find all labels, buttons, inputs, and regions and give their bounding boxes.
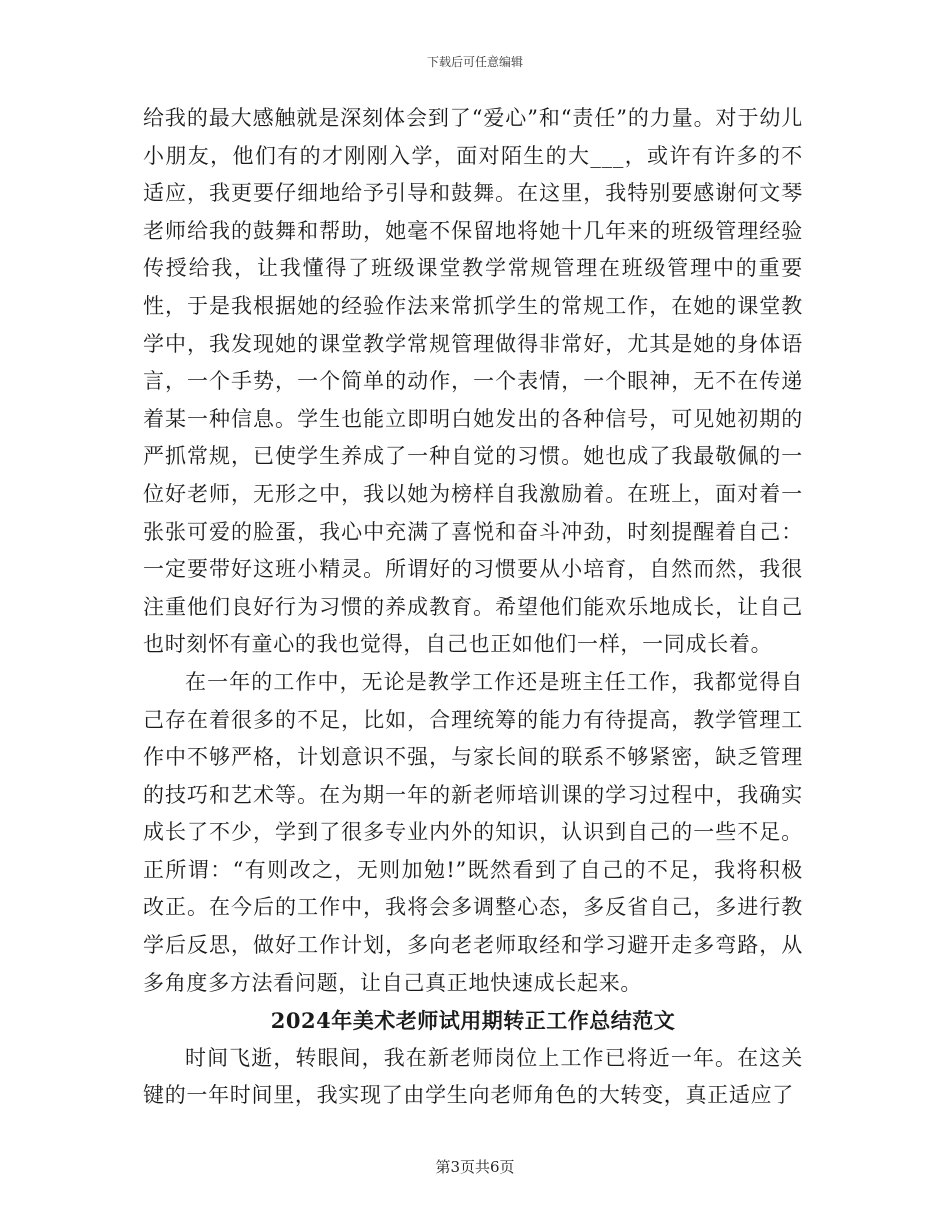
section-title: 2024年美术老师试用期转正工作总结范文 (270, 1008, 676, 1034)
body-paragraph-2: 在一年的工作中，无论是教学工作还是班主任工作，我都觉得自己存在着很多的不足，比如，合理统筹的能力有待提高，教学管理工作中不够严格，计划意识不强，与家长间的联系不够紧密，缺乏管理的技巧和艺术等。在为期一年的新老师培训课的学习过程中，我确实成长了不少，学到了很多专业内外的知识，认识到自己的一些不足。正所谓：“有则改之，无则加勉!”既然看到了自己的不足，我将积极改正。在今后的工作中，我将会多调整心态，多反省自己，多进行教学后反思，做好工作计划，多向老老师取经和学习避开走多弯路，从多角度多方法看问题，让自己真正地快速成长起来。 (143, 669, 803, 995)
body-paragraph-1: 给我的最大感触就是深刻体会到了“爱心”和“责任”的力量。对于幼儿小朋友，他们有的才刚刚入学，面对陌生的大___，或许有许多的不适应，我更要仔细地给予引导和鼓舞。在这里，我特别要感谢何文琴老师给我的鼓舞和帮助，她毫不保留地将她十几年来的班级管理经验传授给我，让我懂得了班级课堂教学常规管理在班级管理中的重要性，于是我根据她的经验作法来常抓学生的常规工作，在她的课堂教学中，我发现她的课堂教学常规管理做得非常好，尤其是她的身体语言，一个手势，一个简单的动作，一个表情，一个眼神，无不在传递着某一种信息。学生也能立即明白她发出的各种信号，可见她初期的严抓常规，已使学生养成了一种自觉的习惯。她也成了我最敬佩的一位好老师，无形之中，我以她为榜样自我激励着。在班上，面对着一张张可爱的脸蛋，我心中充满了喜悦和奋斗冲劲，时刻提醒着自己：一定要带好这班小精灵。所谓好的习惯要从小培育，自然而然，我很注重他们良好行为习惯的养成教育。希望他们能欢乐地成长，让自己也时刻怀有童心的我也觉得，自己也正如他们一样，一同成长着。 (143, 106, 803, 657)
body-paragraph-3: 时间飞逝，转眼间，我在新老师岗位上工作已将近一年。在这关键的一年时间里，我实现了由学生向老师角色的大转变，真正适应了 (143, 1045, 803, 1108)
page-header: 下载后可任意编辑 (426, 55, 523, 69)
page-footer: 第3页共6页 (435, 1158, 515, 1176)
document-body (143, 100, 803, 1115)
